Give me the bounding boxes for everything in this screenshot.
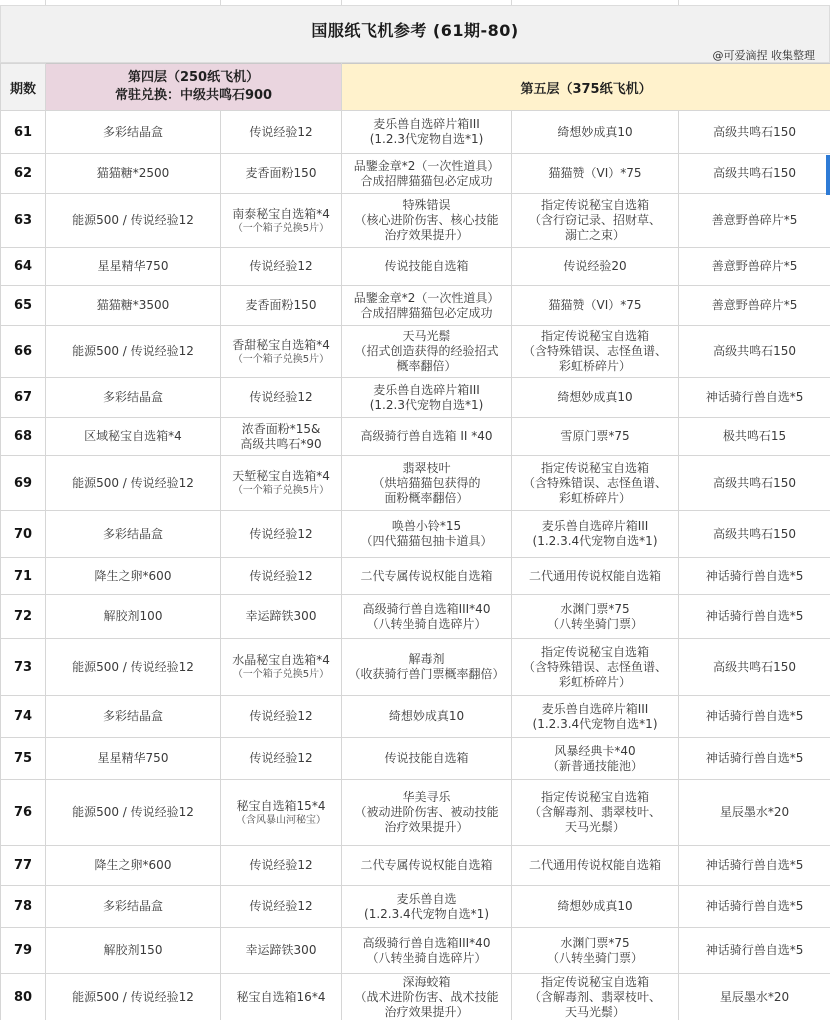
cell-line: （含特殊错误、志怪鱼谱、 bbox=[523, 344, 668, 358]
item-cell bbox=[221, 738, 342, 780]
cell-line: 指定传说秘宝自选箱 bbox=[541, 790, 650, 804]
period-cell: 80 bbox=[1, 974, 46, 1020]
item-cell bbox=[679, 780, 830, 846]
period-cell: 71 bbox=[1, 558, 46, 595]
cell-line: （八转坐骑自选碎片） bbox=[366, 950, 487, 965]
table-row bbox=[1, 928, 830, 974]
cell-line: （八转坐骑自选碎片） bbox=[366, 616, 487, 631]
cell-line: 合成招牌猫猫包必定成功 bbox=[360, 173, 493, 188]
cell-line: 指定传说秘宝自选箱 bbox=[541, 198, 650, 212]
item-cell bbox=[512, 780, 679, 846]
item-cell bbox=[679, 738, 830, 780]
item-cell bbox=[221, 928, 342, 974]
cell-line: 解毒剂 bbox=[408, 652, 445, 666]
cell-line: 天堑秘宝自选箱*4 bbox=[232, 469, 330, 483]
table-row bbox=[1, 378, 830, 418]
cell-line: 猫猫糖*2500 bbox=[96, 166, 170, 180]
cell-line: 高级共鸣石150 bbox=[713, 166, 796, 180]
item-cell bbox=[46, 780, 221, 846]
cell-line: 华美寻乐 bbox=[402, 790, 451, 804]
cell-line: 高级骑行兽自选箱 II *40 bbox=[360, 429, 493, 443]
cell-line: 绮想妙成真10 bbox=[388, 709, 465, 723]
item-cell bbox=[342, 194, 512, 248]
table-row bbox=[1, 326, 830, 378]
item-cell bbox=[221, 456, 342, 511]
cell-line: 秘宝自选箱15*4 bbox=[236, 798, 326, 813]
item-cell bbox=[221, 511, 342, 558]
period-cell: 67 bbox=[1, 378, 46, 418]
item-cell bbox=[512, 738, 679, 780]
cell-line: 猫猫糖*3500 bbox=[96, 298, 170, 312]
item-cell bbox=[512, 974, 679, 1020]
period-cell: 62 bbox=[1, 154, 46, 194]
reference-table bbox=[0, 63, 830, 1020]
item-cell bbox=[46, 194, 221, 248]
cell-line: 能源500 / 传说经验12 bbox=[72, 659, 194, 674]
cell-line: 传说技能自选箱 bbox=[384, 751, 469, 765]
cell-line: 绮想妙成真10 bbox=[557, 390, 633, 404]
period-cell: 79 bbox=[1, 928, 46, 974]
period-cell: 65 bbox=[1, 286, 46, 326]
item-cell bbox=[512, 418, 679, 456]
cell-line: 神话骑行兽自选*5 bbox=[705, 709, 804, 723]
cell-line: 麦香面粉150 bbox=[245, 298, 317, 312]
item-cell bbox=[342, 111, 512, 154]
cell-line: 雪原门票*75 bbox=[560, 429, 630, 443]
item-cell bbox=[342, 456, 512, 511]
period-cell: 75 bbox=[1, 738, 46, 780]
table-row bbox=[1, 846, 830, 886]
cell-line: （四代猫猫包抽卡道具） bbox=[360, 534, 493, 548]
cell-line: 天马光鬃） bbox=[565, 820, 626, 834]
table-row bbox=[1, 286, 830, 326]
item-cell bbox=[679, 286, 830, 326]
item-cell bbox=[679, 511, 830, 558]
table-row bbox=[1, 194, 830, 248]
cell-line: 高级共鸣石150 bbox=[713, 475, 796, 490]
item-cell bbox=[342, 418, 512, 456]
cell-line: 二代通用传说权能自选箱 bbox=[529, 568, 662, 583]
period-cell: 72 bbox=[1, 595, 46, 639]
cell-line: 猫猫赞（VI）*75 bbox=[548, 166, 642, 180]
item-cell bbox=[46, 846, 221, 886]
period-cell: 68 bbox=[1, 418, 46, 456]
cell-line: 多彩结晶盒 bbox=[102, 899, 163, 913]
header-row bbox=[1, 64, 830, 111]
cell-line: (1.2.3.4代宠物自选*1) bbox=[532, 716, 658, 731]
cell-line: 二代专属传说权能自选箱 bbox=[360, 568, 493, 583]
header-tier4 bbox=[46, 64, 342, 111]
cell-line: 传说经验12 bbox=[249, 568, 313, 583]
item-cell bbox=[512, 558, 679, 595]
table-row bbox=[1, 511, 830, 558]
cell-line: 降生之卵*600 bbox=[94, 858, 172, 872]
item-cell bbox=[342, 738, 512, 780]
item-cell bbox=[46, 326, 221, 378]
cell-line: 善意野兽碎片*5 bbox=[711, 259, 798, 273]
item-cell bbox=[512, 511, 679, 558]
cell-line: 神话骑行兽自选*5 bbox=[705, 899, 804, 913]
cell-line: 传说经验12 bbox=[249, 858, 313, 872]
item-cell bbox=[221, 639, 342, 696]
cell-line: 面粉概率翻倍） bbox=[384, 490, 469, 505]
period-cell: 69 bbox=[1, 456, 46, 511]
item-cell bbox=[46, 111, 221, 154]
cell-line: 幸运蹄铁300 bbox=[245, 943, 317, 957]
item-cell bbox=[512, 154, 679, 194]
period-cell: 76 bbox=[1, 780, 46, 846]
item-cell bbox=[221, 558, 342, 595]
cell-line: 治疗效果提升） bbox=[384, 228, 469, 242]
period-cell: 61 bbox=[1, 111, 46, 154]
item-cell bbox=[221, 418, 342, 456]
item-cell bbox=[512, 928, 679, 974]
cell-line: 多彩结晶盒 bbox=[102, 709, 163, 723]
item-cell bbox=[342, 511, 512, 558]
table-row bbox=[1, 154, 830, 194]
cell-line: （含风暴山河秘宝） bbox=[236, 814, 326, 826]
item-cell bbox=[221, 696, 342, 738]
cell-line: 神话骑行兽自选*5 bbox=[705, 568, 804, 583]
item-cell bbox=[342, 846, 512, 886]
item-cell bbox=[342, 595, 512, 639]
item-cell bbox=[512, 326, 679, 378]
cell-line: （含解毒剂、翡翠枝叶、 bbox=[529, 989, 662, 1004]
period-cell: 78 bbox=[1, 886, 46, 928]
table-row bbox=[1, 456, 830, 511]
cell-line: 神话骑行兽自选*5 bbox=[705, 943, 804, 957]
cell-line: 指定传说秘宝自选箱 bbox=[541, 329, 650, 343]
cell-line: 星辰墨水*20 bbox=[719, 805, 790, 819]
item-cell bbox=[342, 780, 512, 846]
table-row bbox=[1, 738, 830, 780]
cell-line: 能源500 / 传说经验12 bbox=[72, 344, 194, 358]
item-cell bbox=[679, 886, 830, 928]
cell-line: 概率翻倍） bbox=[396, 359, 457, 373]
cell-line: 极共鸣石15 bbox=[722, 429, 787, 443]
cell-line: 多彩结晶盒 bbox=[102, 390, 163, 404]
cell-line: 传说经验12 bbox=[249, 751, 313, 765]
cell-line: 解胶剂100 bbox=[103, 609, 163, 623]
cell-line: （新普通技能池） bbox=[547, 758, 644, 773]
cell-line: 传说经验12 bbox=[249, 390, 313, 404]
table-row bbox=[1, 780, 830, 846]
item-cell bbox=[679, 846, 830, 886]
item-cell bbox=[46, 974, 221, 1020]
cell-line: 星星精华750 bbox=[97, 259, 169, 273]
item-cell bbox=[679, 928, 830, 974]
title-block bbox=[0, 5, 830, 63]
cell-line: （含特殊错误、志怪鱼谱、 bbox=[523, 659, 668, 674]
item-cell bbox=[221, 326, 342, 378]
item-cell bbox=[221, 111, 342, 154]
period-cell: 74 bbox=[1, 696, 46, 738]
cell-line: 指定传说秘宝自选箱 bbox=[541, 974, 650, 989]
cell-line: 深海蛟箱 bbox=[402, 974, 451, 989]
cell-line: 星辰墨水*20 bbox=[719, 989, 790, 1004]
cell-line: 高级共鸣石150 bbox=[713, 526, 796, 541]
item-cell bbox=[512, 846, 679, 886]
item-cell bbox=[221, 780, 342, 846]
selection-marker[interactable] bbox=[826, 155, 830, 195]
cell-line: （八转坐骑门票） bbox=[547, 950, 644, 965]
item-cell bbox=[221, 378, 342, 418]
cell-line: （被动进阶伤害、被动技能 bbox=[354, 805, 499, 819]
cell-line: （含解毒剂、翡翠枝叶、 bbox=[529, 805, 662, 819]
cell-line: 麦乐兽自选碎片箱III bbox=[373, 117, 480, 131]
item-cell bbox=[679, 558, 830, 595]
cell-line: 绮想妙成真10 bbox=[557, 124, 633, 139]
cell-line: (1.2.3代宠物自选*1) bbox=[369, 132, 484, 146]
cell-line: （一个箱子兑换5片） bbox=[232, 669, 330, 680]
cell-line: （战术进阶伤害、战术技能 bbox=[354, 989, 499, 1004]
cell-line: （一个箱子兑换5片） bbox=[232, 353, 330, 365]
period-cell: 73 bbox=[1, 639, 46, 696]
item-cell bbox=[342, 639, 512, 696]
header-tier5: 第五层（375纸飞机） bbox=[342, 64, 830, 111]
item-cell bbox=[46, 639, 221, 696]
cell-line: （烘培猫猫包获得的 bbox=[372, 475, 481, 490]
period-cell: 70 bbox=[1, 511, 46, 558]
cell-line: (1.2.3代宠物自选*1) bbox=[369, 397, 484, 412]
cell-line: 治疗效果提升） bbox=[384, 820, 469, 834]
cell-line: 麦乐兽自选碎片箱III bbox=[373, 382, 480, 397]
cell-line: 神话骑行兽自选*5 bbox=[705, 751, 804, 765]
page-title: 国服纸飞机参考 (61期-80) bbox=[311, 21, 519, 40]
period-cell: 66 bbox=[1, 326, 46, 378]
cell-line: 品鑒金章*2（一次性道具） bbox=[353, 290, 500, 305]
item-cell bbox=[46, 928, 221, 974]
item-cell bbox=[679, 696, 830, 738]
item-cell bbox=[46, 456, 221, 511]
cell-line: 特殊错误 bbox=[402, 198, 451, 212]
cell-line: 高级共鸣石150 bbox=[713, 124, 796, 139]
item-cell bbox=[46, 696, 221, 738]
cell-line: 风暴经典卡*40 bbox=[554, 743, 636, 758]
item-cell bbox=[512, 456, 679, 511]
table-row bbox=[1, 418, 830, 456]
cell-line: （核心进阶伤害、核心技能 bbox=[354, 213, 499, 227]
cell-line: 绮想妙成真10 bbox=[557, 899, 633, 913]
item-cell bbox=[46, 248, 221, 286]
cell-line: 能源500 / 传说经验12 bbox=[72, 475, 194, 490]
item-cell bbox=[342, 928, 512, 974]
item-cell bbox=[46, 886, 221, 928]
cell-line: 天马光鬃） bbox=[565, 1004, 626, 1019]
item-cell bbox=[679, 974, 830, 1020]
cell-line: 多彩结晶盒 bbox=[102, 526, 163, 541]
cell-line: 水渊门票*75 bbox=[560, 935, 630, 950]
item-cell bbox=[342, 326, 512, 378]
item-cell bbox=[679, 154, 830, 194]
cell-line: (1.2.3.4代宠物自选*1) bbox=[532, 534, 658, 548]
cell-line: 指定传说秘宝自选箱 bbox=[541, 460, 650, 475]
cell-line: 浓香面粉*15& bbox=[241, 421, 321, 436]
item-cell bbox=[46, 511, 221, 558]
item-cell bbox=[221, 194, 342, 248]
cell-line: 传说经验20 bbox=[563, 259, 627, 273]
table-row bbox=[1, 111, 830, 154]
item-cell bbox=[342, 248, 512, 286]
item-cell bbox=[342, 696, 512, 738]
header-tier4-line2: 常驻兑换：中级共鸣石900 bbox=[114, 88, 273, 103]
cell-line: 溺亡之束） bbox=[565, 228, 626, 242]
table-row bbox=[1, 974, 830, 1020]
item-cell bbox=[46, 154, 221, 194]
item-cell bbox=[221, 974, 342, 1020]
cell-line: 降生之卵*600 bbox=[94, 568, 172, 583]
item-cell bbox=[512, 886, 679, 928]
cell-line: 善意野兽碎片*5 bbox=[711, 298, 798, 312]
item-cell bbox=[221, 286, 342, 326]
cell-line: 高级共鸣石*90 bbox=[240, 436, 322, 451]
cell-line: 水渊门票*75 bbox=[560, 601, 630, 616]
period-cell: 64 bbox=[1, 248, 46, 286]
item-cell bbox=[221, 154, 342, 194]
item-cell bbox=[679, 456, 830, 511]
item-cell bbox=[342, 378, 512, 418]
cell-line: 香甜秘宝自选箱*4 bbox=[232, 337, 330, 352]
cell-line: 合成招牌猫猫包必定成功 bbox=[360, 305, 493, 320]
cell-line: 传说经验12 bbox=[249, 259, 313, 273]
cell-line: 传说经验12 bbox=[249, 709, 313, 723]
cell-line: 高级骑行兽自选箱III*40 bbox=[362, 935, 491, 950]
table-row bbox=[1, 886, 830, 928]
cell-line: 多彩结晶盒 bbox=[102, 124, 163, 139]
cell-line: （招式创造获得的经验招式 bbox=[354, 344, 499, 358]
item-cell bbox=[46, 286, 221, 326]
cell-line: 高级共鸣石150 bbox=[713, 344, 796, 358]
item-cell bbox=[679, 248, 830, 286]
cell-line: 传说技能自选箱 bbox=[384, 259, 469, 273]
item-cell bbox=[679, 378, 830, 418]
cell-line: 品鑒金章*2（一次性道具） bbox=[353, 158, 500, 173]
cell-line: 高级共鸣石150 bbox=[713, 659, 796, 674]
period-cell: 63 bbox=[1, 194, 46, 248]
item-cell bbox=[342, 974, 512, 1020]
cell-line: 麦香面粉150 bbox=[245, 166, 317, 180]
item-cell bbox=[221, 248, 342, 286]
cell-line: 解胶剂150 bbox=[103, 943, 163, 957]
table-row bbox=[1, 248, 830, 286]
cell-line: 麦乐兽自选碎片箱III bbox=[541, 519, 649, 533]
item-cell bbox=[679, 639, 830, 696]
cell-line: 彩虹桥碎片） bbox=[559, 490, 632, 505]
cell-line: （一个箱子兑换5片） bbox=[232, 222, 330, 234]
cell-line: （八转坐骑门票） bbox=[547, 616, 644, 631]
cell-line: （含特殊错误、志怪鱼谱、 bbox=[523, 475, 668, 490]
cell-line: 唤兽小铃*15 bbox=[391, 519, 462, 533]
header-period: 期数 bbox=[1, 64, 46, 111]
item-cell bbox=[512, 286, 679, 326]
cell-line: （一个箱子兑换5片） bbox=[232, 485, 330, 496]
cell-line: 天马光鬃 bbox=[402, 329, 451, 343]
cell-line: 彩虹桥碎片） bbox=[559, 359, 632, 373]
cell-line: 翡翠枝叶 bbox=[402, 460, 451, 475]
cell-line: 二代专属传说权能自选箱 bbox=[360, 858, 493, 872]
item-cell bbox=[679, 418, 830, 456]
item-cell bbox=[679, 326, 830, 378]
cell-line: 神话骑行兽自选*5 bbox=[705, 390, 804, 404]
item-cell bbox=[342, 154, 512, 194]
item-cell bbox=[512, 194, 679, 248]
credit-line: @可爱滴捏 收集整理 bbox=[712, 49, 815, 62]
item-cell bbox=[512, 595, 679, 639]
item-cell bbox=[46, 738, 221, 780]
cell-line: 善意野兽碎片*5 bbox=[711, 213, 798, 227]
cell-line: 神话骑行兽自选*5 bbox=[705, 858, 804, 872]
header-tier4-line1: 第四层（250纸飞机） bbox=[127, 70, 260, 85]
cell-line: 麦乐兽自选碎片箱III bbox=[541, 701, 649, 716]
cell-line: 传说经验12 bbox=[249, 899, 313, 913]
cell-line: 能源500 / 传说经验12 bbox=[72, 805, 194, 819]
cell-line: 神话骑行兽自选*5 bbox=[705, 609, 804, 623]
item-cell bbox=[46, 558, 221, 595]
item-cell bbox=[679, 595, 830, 639]
item-cell bbox=[512, 639, 679, 696]
item-cell bbox=[221, 846, 342, 886]
cell-line: 高级骑行兽自选箱III*40 bbox=[362, 601, 491, 616]
cell-line: 二代通用传说权能自选箱 bbox=[529, 858, 662, 872]
item-cell bbox=[342, 558, 512, 595]
item-cell bbox=[512, 378, 679, 418]
cell-line: (1.2.3.4代宠物自选*1) bbox=[364, 906, 489, 921]
cell-line: 星星精华750 bbox=[97, 751, 169, 765]
cell-line: 猫猫赞（VI）*75 bbox=[548, 298, 642, 312]
cell-line: 水晶秘宝自选箱*4 bbox=[232, 653, 330, 667]
period-cell: 77 bbox=[1, 846, 46, 886]
cell-line: 能源500 / 传说经验12 bbox=[72, 989, 194, 1004]
table-row bbox=[1, 696, 830, 738]
table-row bbox=[1, 558, 830, 595]
item-cell bbox=[221, 595, 342, 639]
item-cell bbox=[46, 418, 221, 456]
cell-line: 传说经验12 bbox=[249, 124, 313, 139]
item-cell bbox=[679, 194, 830, 248]
item-cell bbox=[221, 886, 342, 928]
cell-line: 南泰秘宝自选箱*4 bbox=[232, 206, 330, 221]
item-cell bbox=[46, 378, 221, 418]
cell-line: 秘宝自选箱16*4 bbox=[236, 989, 326, 1004]
cell-line: 区域秘宝自选箱*4 bbox=[84, 429, 182, 443]
item-cell bbox=[342, 286, 512, 326]
item-cell bbox=[46, 595, 221, 639]
table-row bbox=[1, 639, 830, 696]
cell-line: 能源500 / 传说经验12 bbox=[72, 213, 194, 227]
item-cell bbox=[512, 696, 679, 738]
item-cell bbox=[512, 248, 679, 286]
cell-line: （收获骑行兽门票概率翻倍） bbox=[348, 667, 505, 681]
cell-line: （含行窃记录、招财草、 bbox=[529, 213, 662, 227]
cell-line: 幸运蹄铁300 bbox=[245, 609, 317, 623]
table-row bbox=[1, 595, 830, 639]
cell-line: 治疗效果提升） bbox=[384, 1004, 469, 1019]
cell-line: 彩虹桥碎片） bbox=[559, 674, 632, 689]
item-cell bbox=[342, 886, 512, 928]
cell-line: 麦乐兽自选 bbox=[396, 891, 457, 906]
cell-line: 传说经验12 bbox=[249, 526, 313, 541]
item-cell bbox=[679, 111, 830, 154]
cell-line: 指定传说秘宝自选箱 bbox=[541, 644, 650, 659]
item-cell bbox=[512, 111, 679, 154]
